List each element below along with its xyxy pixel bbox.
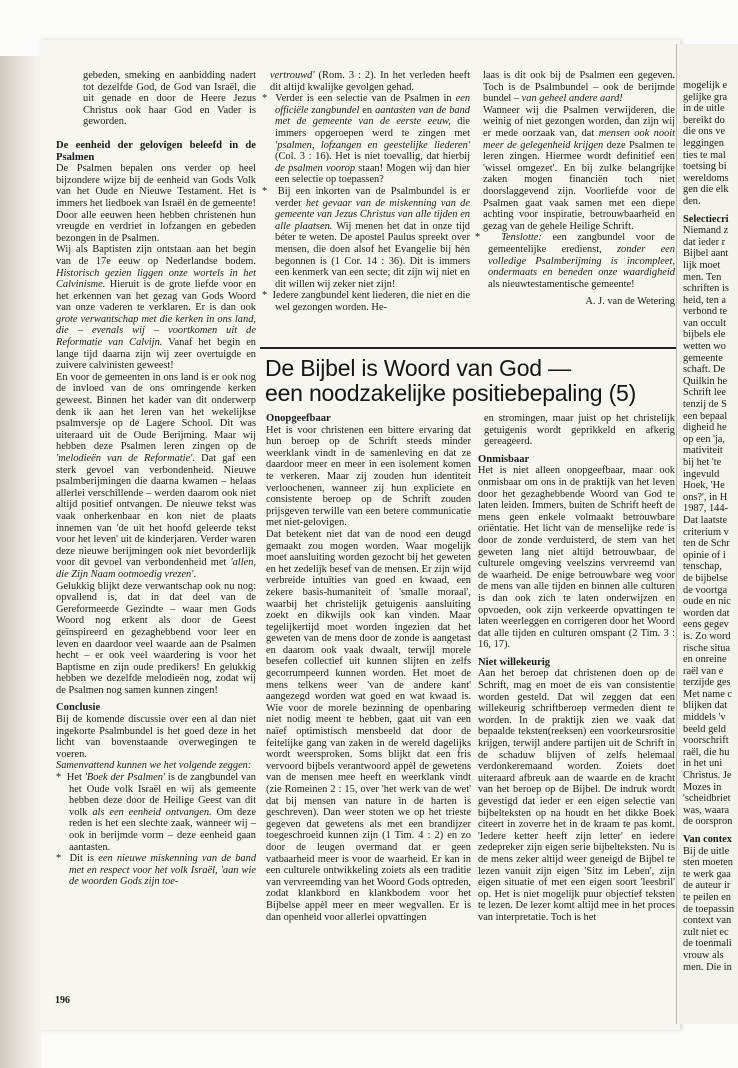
- adjacent-page-line: blijken dat: [683, 700, 728, 712]
- adjacent-page-line: heid, ten a: [683, 294, 726, 306]
- adjacent-page-line: was, waara: [683, 804, 730, 816]
- adjacent-page-line: criterium v: [683, 526, 729, 538]
- article-column-right: [478, 413, 675, 985]
- adjacent-page-line: schriften is: [683, 283, 729, 295]
- article-title-line-2: een noodzakelijke positiebepaling (5): [265, 379, 637, 406]
- col3-paragraph: Wanneer wij die Psalmen verwijderen, die weinig of niet gezongen worden, dan zijn wij er mede oorzaak van, dat mensen ook nooit meer de gelegenheid krijgen deze Psalmen te leren zingen. Hiermee wordt definitief een 'wissel omgezet'. En bij zulke belangrijke zaken mogen financiën toch niet doorslaggevend zijn. Voorliefde voor de Psalmen gaat vaak samen met een diepe achting voor inspiratie, betrouwbaarheid en gezag van de gehele Heilige Schrift.: [483, 104, 675, 232]
- adjacent-page-line: beeld geld: [683, 723, 726, 735]
- adjacent-page-line: wetten wo: [683, 341, 726, 353]
- adjacent-page-line: ten de Schr: [683, 538, 730, 550]
- adjacent-page-line: lijk moet: [683, 259, 721, 271]
- adjacent-page-line: mativiteit: [683, 445, 723, 457]
- adjacent-page-line: de oorspron: [683, 816, 733, 828]
- adjacent-page-line: Christus. Je: [683, 770, 732, 782]
- article-paragraph: Aan het beroep dat christenen doen op de Schrift, mag en moet de eis van consistentie worden gesteld. Dat wil zeggen dat een willekeurig schriftberoep vermeden dient te worden. In de praktijk zien we vaak dat bepaalde teksten(reeksen) een voorkeursrositie krijgen, terwijl andere partijen uit de Schrift in de schaduw blijven of zelfs helemaal verdonkeremaand worden. Zoiets doet uiteraard afbreuk aan de waarde en de kracht van het beroep op de Bijbel. De indruk wordt gevestigd dat ieder er een eigen selectie van bijbelteksten op na houdt en het dikke Boek citeert in zoverre het in de kraam te pas komt. 'Iedere ketter heeft zijn letter' en iedere zedepreker zijn eigen serie bijbelteksten. Nu is de mens zeker altijd weer geneigd de Bijbel te lezen vanuit zijn eigen 'Sitz im Leben', zijn eigen situatie of met een eigen soort 'leesbril' op. Het is niet mogelijk puur objectief teksten te lezen. De lezer komt altijd mee in het proces van interpretatie. Toch is het: [478, 668, 675, 923]
- adjacent-page-line: de toepassin: [683, 903, 735, 915]
- article-heading-niet-willekeurig: Niet willekeurig: [478, 656, 551, 668]
- adjacent-page-line: oude en nic: [683, 596, 731, 608]
- adjacent-page-fragment: [676, 44, 738, 1024]
- col1-bullet: * Het 'Boek der Psalmen' is de zangbundel van het Oude volk Israël en wij als gemeente hebben deze door de Heilige Geest van dit volk als een eenheid ontvangen. Om deze reden is het een slechte zaak, wanneer wij – ook in berijmde vorm – deze eenheid gaan aantasten.: [56, 772, 256, 853]
- col2-bullet: * Verder is een selectie van de Psalmen in een officiële zangbundel en aantasten van de band met de gemeente van de eerste eeuw, die immers opgeroepen werd te zingen met 'psalmen, lofzangen en geestelijke liederen' (Col. 3 : 16). Het is niet toevallig, dat hierbij de psalmen voorop staan! Mogen wij dan hier een selectie op toepassen?: [262, 93, 470, 186]
- adjacent-page-line: opinie of i: [683, 549, 726, 561]
- adjacent-page-heading: Van contex: [683, 834, 732, 845]
- adjacent-page-line: vrouw als: [683, 949, 724, 961]
- article-paragraph: en stromingen, maar juist op het christelijk getuigenis wordt geprikkeld en afkerig gereageerd.: [484, 413, 675, 448]
- adjacent-page-line: bereikt do: [683, 114, 725, 126]
- adjacent-page-line: raël, die hu: [683, 746, 730, 758]
- adjacent-page-line: de auteur ir: [683, 880, 731, 892]
- adjacent-page-line: Hoek, 'He: [683, 480, 725, 492]
- adjacent-page-line: digheid he: [683, 422, 727, 434]
- adjacent-page-line: den.: [683, 195, 701, 207]
- adjacent-page-line: tenschap,: [683, 561, 722, 573]
- adjacent-page-line: sten moeten: [683, 857, 733, 869]
- column-1: [56, 70, 256, 985]
- adjacent-page-line: leggingen: [683, 137, 724, 149]
- adjacent-page-line: schaft. De: [683, 364, 726, 376]
- page-number: 196: [55, 995, 70, 1006]
- adjacent-page-line: die ons ve: [683, 126, 726, 138]
- col1-paragraph: Wij als Baptisten zijn ontstaan aan het begin van de 17e eeuw op Nederlandse bodem. Historisch gezien liggen onze wortels in het Calvinisme. Hieruit is de grote liefde voor en het erkennen van het gezag van Gods Woord van onze vaderen te verklaren. Er is dan ook grote verwantschap met die kerken in ons land, die – evenals wij – voortkomen uit de Reformatie van Calvijn. Vanaf het begin en lange tijd daarna zijn wij zeer overtuigde en zuivere calvinisten geweest!: [56, 244, 256, 372]
- adjacent-page-line: en onreine: [683, 654, 727, 666]
- col1-paragraph: gebeden, smeking en aanbidding nadert tot dezelfde God, de God van Israël, die uit genade en door de Heere Jezus Christus ook haar God en Vader is geworden.: [83, 70, 256, 128]
- adjacent-page-line: gen die elk: [683, 184, 729, 196]
- adjacent-page-line: mogelijk e: [683, 80, 728, 91]
- adjacent-page-line: Mozes in: [683, 781, 722, 793]
- adjacent-page-line: Quilkin he: [683, 375, 728, 387]
- article-heading-onmisbaar: Onmisbaar: [478, 453, 530, 465]
- adjacent-page-line: bij het 'te: [683, 457, 722, 468]
- adjacent-page-line: de bijbelse: [683, 572, 728, 584]
- adjacent-page-line: tenzij de S: [683, 399, 727, 411]
- adjacent-page-line: 'scheidbriet: [683, 793, 731, 805]
- col1-paragraph: Gelukkig blijkt deze verwantschap ook nu nog: opvallend is, dat in dat deel van de Gereformeerde Gezindte – waar men Gods Woord nog erkent als door de Geest geïnspireerd en gezaghebbend voor leer en leven en daardoor veel waarde aan de Psalmen hecht – er ook veel waardering is voor het Baptisme en zijn oude predikers! En gelukkig hebben we dezelfde melodieën nog, zodat wij de Psalmen nog samen kunnen zingen!: [56, 580, 256, 696]
- adjacent-page-line: bijbels ele: [683, 329, 726, 341]
- author-signature: A. J. van de Wetering: [585, 296, 675, 308]
- adjacent-page-line: van occult: [683, 317, 726, 329]
- adjacent-page-line: in het uni: [683, 758, 723, 770]
- col3-bullet: * Tenslotte: een zangbundel voor de gemeentelijke eredienst, zonder een volledige Psalmberijming is incompleet, ondermaats en beneden onze waardigheid als nieuwtestamentische gemeente!: [475, 232, 675, 290]
- col2-bullet: * Iedere zangbundel kent liederen, die niet en die wel gezongen worden. He-: [262, 290, 470, 313]
- adjacent-page-line: de voortga: [683, 584, 728, 596]
- adjacent-page-line: gelijke gra: [683, 91, 728, 103]
- adjacent-page-line: de toenmali: [683, 938, 732, 950]
- adjacent-page-line: raël van e: [683, 665, 724, 677]
- article-paragraph: Het is niet alleen onopgeefbaar, maar ook onmisbaar om ons in de praktijk van het leven door het gezaghebbende Woord van God te laten leiden. Immers, buiten de Schrift heeft de mens geen enkele volmaakt betrouwbare oriëntatie. Het licht van de menselijke rede is door de zonde verduisterd, de stem van het geweten lang niet altijd betrouwbaar, de culturele omgeving veelszins vervreemd van de waarheid. De enige betrouwbare weg voor de mens van alle tijden en binnen alle culturen is dan ook zich te laten onderwijzen en opvoeden, ook zijn verkeerde opvattingen te laten weerleggen en corrigeren door het Woord dat alle tijden en culturen omspant (2 Tim. 3 : 16, 17).: [478, 465, 675, 651]
- col1-paragraph: Samenvattend kunnen we het volgende zeggen:: [56, 760, 252, 772]
- col1-paragraph: De Psalmen bepalen ons verder op heel bijzondere wijze bij de eenheid van Gods Volk van het Oude en Nieuwe Testament. Het is immers het liedboek van Israël èn de gemeente! Door alle eeuwen heen hebben christenen hun vreugde en verdriet in lofzangen en gebeden bezongen in de Psalmen.: [56, 163, 256, 244]
- col1-heading-eenheid: De eenheid der gelovigen beleefd in de Psalmen: [56, 139, 256, 163]
- adjacent-page-line: Schrift lee: [683, 387, 726, 399]
- adjacent-page-line: te werk gaa: [683, 868, 731, 880]
- adjacent-page-line: Bijbel aant: [683, 248, 729, 260]
- col1-paragraph: En voor de gemeenten in ons land is er ook nog de invloed van de ons omringende kerken geweest. Binnen het kader van dit onderwerp denk ik aan het leren van het wekelijkse psalmversje op de Lagere School. Dit was uiteraard uit de Oude Berijming. Maar wij hebben deze Psalmen leren zingen op de 'melodieën van de Reformatie'. Dat gaf een sterk gevoel van verbondenheid. Nieuwe psalmberijmingen die daarna kwamen – helaas allerlei verschillende – werden daarom ook niet altijd positief ontvangen. De nieuwe tekst was vaak onherkenbaar en kon niet de plaats innemen van 'de uit het hoofd geleerde tekst voor het leven' uit de kinderjaren. Verder waren deze nieuwe berijmingen ook niet bevorderlijk voor dit gevoel van verbondenheid met 'allen, die Zijn Naam ootmoedig vrezen'.: [56, 371, 256, 580]
- adjacent-page-line: Dat laatste: [683, 514, 728, 526]
- article-column-left: [266, 413, 471, 985]
- adjacent-page-line: is. Zo word: [683, 630, 731, 642]
- col2-bullet: * Bij een inkorten van de Psalmbundel is er verder het gevaar van de miskenning van de gemeente van Jezus Christus van alle tijden en alle plaatsen. Wij menen het dat in onze tijd béter te weten. De apostel Paulus spreekt over mensen, die doen alsof het Evangelie bij hèn begonnen is (1 Cor. 14 : 36). Dit is immers een kenmerk van een secte; dit zijn wij niet en dit willen wij zeker niet zijn!: [262, 185, 470, 290]
- adjacent-page-line: voorschrift: [683, 735, 729, 747]
- article-heading-onopgeefbaar: Onopgeefbaar: [266, 413, 331, 424]
- adjacent-page-line: Met name c: [683, 688, 733, 700]
- page-spine-shadow: [0, 56, 42, 1068]
- col3-paragraph: laas is dit ook bij de Psalmen een gegeven. Toch is de Psalmbundel – ook de berijmde bundel – van geheel andere aard!: [483, 70, 675, 105]
- article-separator-rule: [260, 347, 678, 349]
- adjacent-page-line: wereldoms: [683, 172, 729, 184]
- adjacent-page-line: verbond te: [683, 306, 728, 318]
- adjacent-page-line: middels 'v: [683, 712, 726, 724]
- article-paragraph: Dat betekent niet dat van de nood een deugd gemaakt zou mogen worden. Waar mogelijk moet aansluiting worden gezocht bij het geweten en het zedelijk besef van de mensen. Er zijn wijd verbreide intuïties van goed en kwaad, een zekere basis-humaniteit of 'smalle moraal', waarbij het christelijk getuigenis aansluiting zoekt en dikwijls ook kan vinden. Maar tegelijkertijd moet worden ingezien dat het geweten van de mens door de zonde is aangetast en daarom ook vaak dwaalt, terwijl morele besefen collectief uit kunnen slijten en zelfs gecorrumpeerd kunnen worden. Het moet de mens telkens weer 'van de andere kant' aangezegd worden wat goed en wat kwaad is. Wie voor de morele bezinning de openbaring niet nodig meent te hebben, gaat uit van een naïef optimistisch mensbeeld dat door de feitelijke gang van zaken in de wereld dagelijks wordt weersproken. Soms blijkt dat een fris vervoord bijbels verantwoord appèl de gewetens van de mensen mee heeft en weerklank vindt (zie Romeinen 2 : 15, over 'het werk van de wet' dat bij mensen van nature in de harten is geschreven). Dan weer stoten we op het trieste gegeven dat gewetens als met een brandijzer toegeschroeid kunnen zijn (1 Tim. 4 : 2) en zo door de leugen overmand dat er geen vatbaarheid meer is voor de waarheid. Er kan in een culturele ontwikkeling zoiets als een traditie van vervreemding van het Woord Gods optreden, zodat klankbord en klankbodem voor het Bijbelse appèl meer en meer wegvallen. Er is dan openheid voor allerlei opvattingen: [266, 528, 471, 923]
- adjacent-page-line: gemeente: [683, 352, 723, 364]
- col1-paragraph: Bij de komende discussie over een al dan niet ingekorte Psalmbundel is het goed deze in het licht van bovenstaande overwegingen te voeren.: [56, 714, 256, 760]
- adjacent-page-line: 1987, 144-: [683, 503, 729, 515]
- adjacent-page-line: rische situa: [683, 642, 731, 654]
- adjacent-page-heading: Selectiecri: [683, 213, 729, 225]
- adjacent-page-line: toetsing bi: [683, 161, 727, 173]
- adjacent-page-line: op een 'ja,: [683, 433, 725, 445]
- col1-heading-conclusie: Conclusie: [56, 702, 101, 714]
- adjacent-page-line: een bepaal: [683, 410, 728, 422]
- adjacent-page-line: ons?', in H: [683, 491, 728, 503]
- adjacent-page-line: dat ieder r: [683, 236, 726, 248]
- col1-bullet: * Dit is een nieuwe miskenning van de band met en respect voor het volk Israël, 'aan wie de woorden Gods zijn toe-: [56, 853, 256, 888]
- article-title-line-1: De Bijbel is Woord van God —: [265, 355, 571, 381]
- adjacent-page-line: ties te mal: [683, 149, 726, 161]
- adjacent-page-line: in de uitle: [683, 103, 725, 115]
- adjacent-page-line: context van: [683, 915, 732, 927]
- adjacent-page-line: eens gegev: [683, 619, 729, 631]
- adjacent-page-line: Bij de uitle: [683, 845, 730, 857]
- adjacent-page-line: men. Ten: [683, 271, 722, 283]
- column-2: [262, 70, 470, 348]
- article-title: [265, 356, 680, 405]
- adjacent-page-line: ingevuld: [683, 468, 720, 480]
- adjacent-page-line: terzijde ges: [683, 677, 731, 689]
- article-paragraph: Het is voor christenen een bittere ervaring dat hun beroep op de Schrift steeds minder weerklank vindt in de samenleving en dat ze daardoor meer en meer in een isolement komen te verkeren. Maar zij zouden hun identiteit verloochenen, wanneer zij hun expliciete en consistente beroep op de Schrift zouden prijsgeven terwille van een betere communicatie met niet-gelovigen.: [266, 424, 471, 529]
- column-3: [475, 70, 675, 346]
- col2-paragraph: vertrouwd' (Rom. 3 : 2). In het verleden heeft dit altijd kwalijke gevolgen gehad.: [270, 70, 470, 93]
- adjacent-page-line: men. Die in: [683, 961, 732, 973]
- adjacent-page-line: Niemand z: [683, 225, 729, 237]
- adjacent-page-line: zult niet ec: [683, 926, 729, 938]
- adjacent-page-line: te peilen en: [683, 891, 731, 903]
- adjacent-page-line: worden dat: [683, 607, 730, 619]
